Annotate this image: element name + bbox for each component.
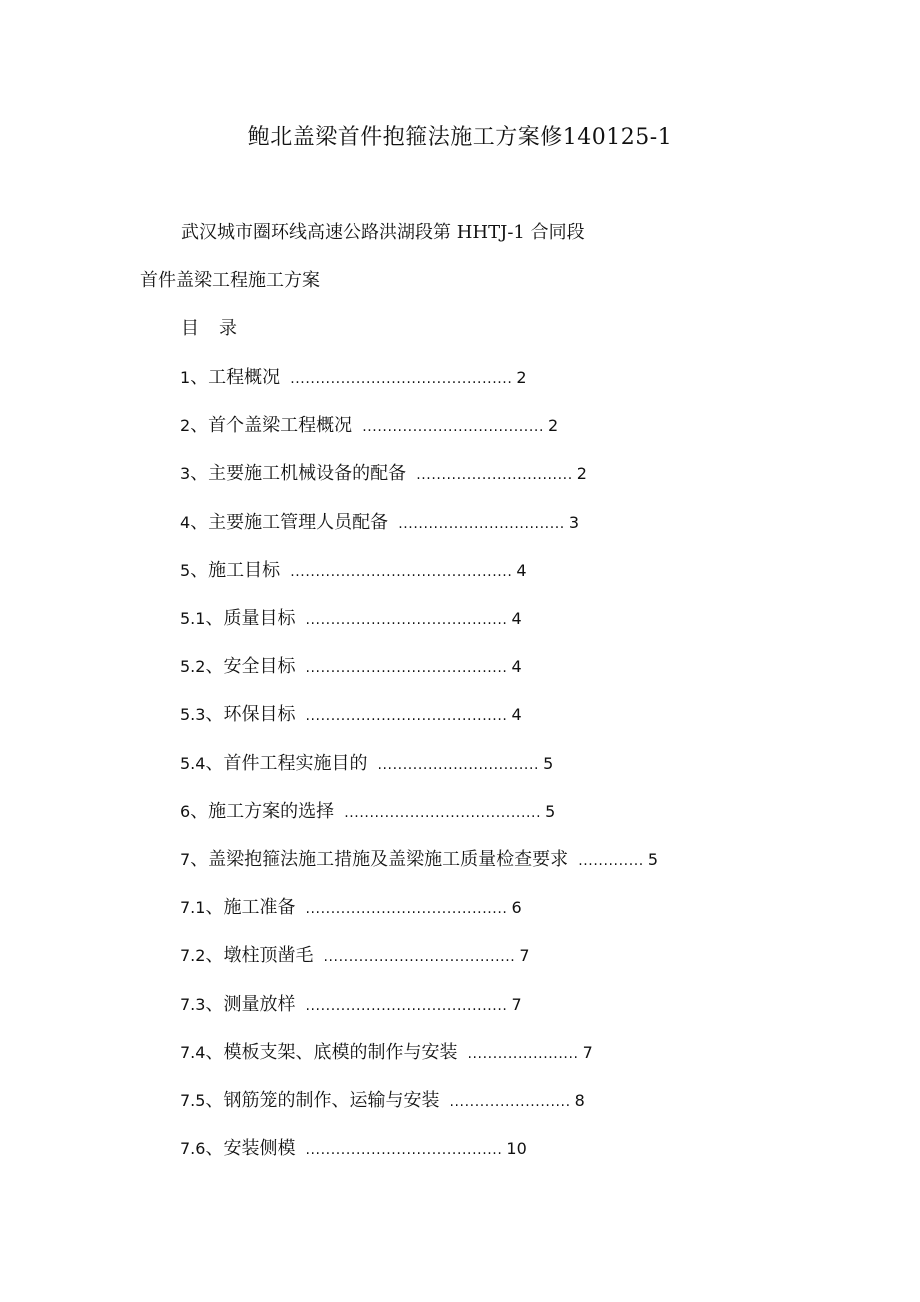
toc-entry-label: 、安装侧模 (205, 1138, 296, 1160)
toc-entry-number: 3 (180, 464, 191, 484)
toc-entry-number: 6 (180, 801, 191, 821)
toc-entry-number: 7 (180, 850, 191, 869)
toc-entry-page: 2 (516, 368, 527, 387)
toc-entry-number: 7.5 (180, 1091, 206, 1110)
toc-entry-number: 5.1 (180, 609, 206, 628)
toc-entry[interactable] (180, 510, 579, 536)
toc-entry[interactable] (180, 558, 527, 584)
toc-entry-label: 、工程概况 (190, 367, 281, 388)
toc-entry-page: 5 (545, 801, 556, 821)
toc-entry-page: 2 (548, 416, 559, 436)
toc-entry[interactable] (180, 606, 522, 632)
toc-heading-char-2: 录 (219, 318, 239, 339)
toc-entry-leader: ....................................... (344, 804, 542, 821)
toc-entry-leader: ............................................ (290, 563, 513, 580)
toc-entry-leader: ............. (578, 853, 644, 869)
toc-entry-label: 、盖梁抱箍法施工措施及盖梁施工质量检查要求 (190, 849, 569, 870)
toc-entry[interactable] (180, 943, 530, 969)
toc-heading (181, 316, 239, 342)
toc-heading-char-1: 目 (181, 318, 201, 339)
toc-entry-label: 、首个盖梁工程概况 (190, 415, 353, 437)
plan-name: 首件盖梁工程施工方案 (140, 270, 320, 291)
toc-entry-leader: ...................... (467, 1045, 579, 1062)
toc-entry[interactable] (180, 751, 553, 777)
toc-entry-number: 7.2 (180, 946, 206, 966)
toc-entry-number: 4 (180, 512, 191, 532)
toc-entry[interactable] (180, 847, 658, 873)
toc-entry-leader: ........................................ (305, 997, 508, 1014)
toc-entry-page: 4 (511, 705, 522, 725)
project-name: 武汉城市圈环线高速公路洪湖段第 HHTJ-1 合同段 (181, 222, 585, 243)
toc-entry-page: 5 (543, 753, 554, 773)
toc-entry-page: 4 (516, 560, 527, 580)
toc-entry[interactable] (180, 992, 522, 1018)
toc-entry-page: 10 (506, 1139, 527, 1159)
toc-entry[interactable] (180, 799, 555, 825)
toc-entry-label: 、安全目标 (205, 656, 296, 678)
toc-entry-number: 7.4 (180, 1042, 206, 1062)
toc-entry-label: 、主要施工机械设备的配备 (190, 463, 407, 485)
toc-entry-leader: ...................................... (323, 949, 516, 966)
toc-entry-number: 7.6 (180, 1139, 206, 1159)
toc-entry-page: 2 (576, 464, 587, 484)
toc-entry-page: 7 (511, 994, 522, 1014)
toc-entry-label: 、施工准备 (205, 897, 296, 919)
toc-entry-number: 7.3 (180, 994, 206, 1014)
toc-entry-leader: ........................................ (305, 708, 508, 725)
toc-entry-label: 、钢筋笼的制作、运输与安装 (205, 1090, 440, 1111)
toc-entry[interactable] (180, 702, 522, 728)
document-title: 鲍北盖梁首件抱箍法施工方案修140125-1 (247, 125, 673, 150)
toc-entry[interactable] (180, 654, 522, 680)
toc-entry[interactable] (180, 365, 527, 391)
toc-entry-label: 、施工方案的选择 (190, 800, 335, 822)
toc-entry-number: 5.4 (180, 753, 206, 773)
toc-entry-page: 7 (582, 1042, 593, 1062)
toc-entry-number: 5 (180, 560, 191, 580)
toc-entry-label: 、模板支架、底模的制作与安装 (205, 1041, 458, 1063)
toc-entry-leader: ................................ (377, 756, 540, 773)
toc-entry-leader: ........................................ (305, 901, 508, 918)
toc-entry-label: 、首件工程实施目的 (205, 752, 368, 774)
toc-entry-page: 5 (647, 850, 659, 869)
toc-entry-number: 7.1 (180, 898, 206, 918)
toc-entry[interactable] (180, 1136, 527, 1162)
toc-entry[interactable] (180, 461, 587, 487)
toc-entry-page: 6 (511, 898, 522, 918)
toc-entry-leader: ........................................ (305, 612, 508, 628)
toc-entry-leader: ................................. (398, 515, 565, 532)
toc-entry-page: 4 (511, 609, 522, 628)
toc-entry-number: 5.3 (180, 705, 206, 725)
toc-entry-number: 1 (180, 368, 191, 387)
toc-entry-label: 、主要施工管理人员配备 (190, 511, 389, 533)
toc-entry-label: 、施工目标 (190, 559, 281, 581)
toc-entry-label: 、环保目标 (205, 704, 296, 726)
toc-entry-page: 8 (574, 1091, 585, 1110)
toc-entry-page: 7 (519, 946, 530, 966)
toc-entry[interactable] (180, 1088, 585, 1114)
toc-entry-leader: ........................................ (305, 660, 508, 677)
toc-entry[interactable] (180, 895, 522, 921)
toc-entry-page: 4 (511, 657, 522, 677)
toc-entry-page: 3 (568, 512, 580, 532)
toc-entry-leader: ....................................... (305, 1142, 503, 1159)
toc-entry-number: 2 (180, 416, 191, 436)
toc-entry-label: 、测量放样 (205, 993, 296, 1015)
toc-entry-number: 5.2 (180, 657, 206, 677)
toc-entry-leader: ........................ (449, 1094, 571, 1110)
toc-entry-label: 、质量目标 (205, 608, 296, 629)
toc-entry-leader: ............................... (416, 467, 573, 484)
toc-entry-label: 、墩柱顶凿毛 (205, 945, 314, 967)
toc-entry[interactable] (180, 1040, 593, 1066)
toc-entry[interactable] (180, 413, 558, 439)
toc-entry-leader: ............................................ (290, 371, 513, 387)
toc-entry-leader: .................................... (362, 419, 544, 436)
